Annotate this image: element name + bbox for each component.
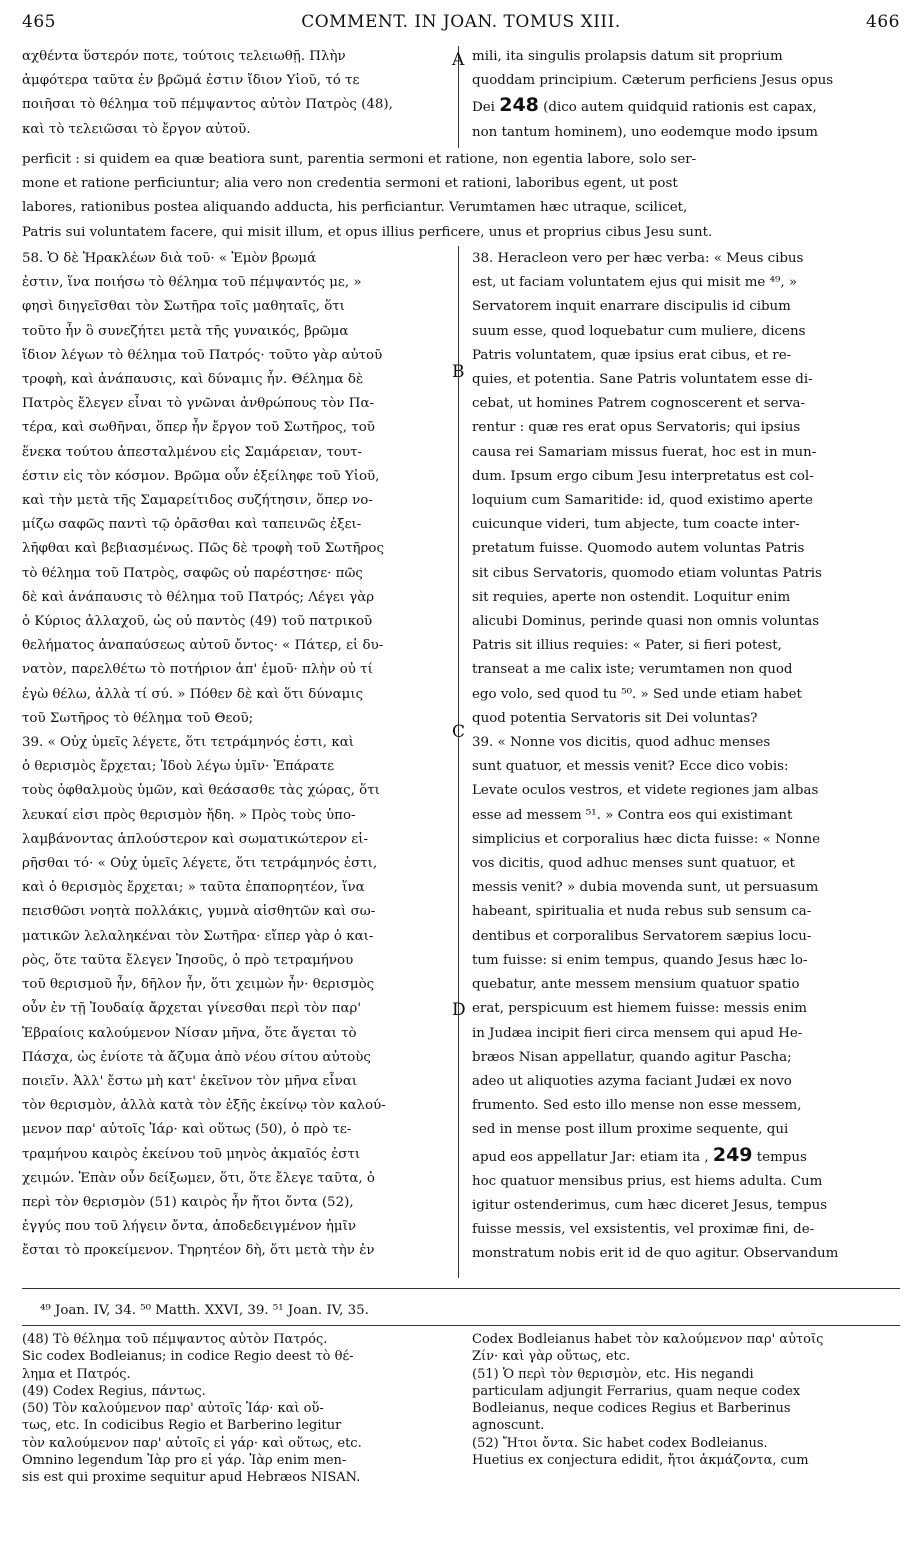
text-line: τοὺς ὀφθαλμοὺς ὑμῶν, καὶ θεάσασθε τὰς χώρας, ὅτι: [22, 783, 380, 799]
text-line: Ζίν· καὶ γὰρ οὕτως, etc.: [472, 1349, 631, 1365]
top-left-greek-block: [22, 45, 446, 142]
text-line: particulam adjungit Ferrarius, quam neque codex: [472, 1383, 801, 1399]
text-line: Omnino legendum Ἰὰρ pro εἰ γάρ. Ἰὰρ enim men-: [22, 1453, 347, 1469]
text-line: alicubi Dominus, perinde quasi non omnis voluntas: [472, 614, 820, 630]
text-line: μενον παρ' αὐτοῖς Ἰάρ· καὶ οὕτως (50), ὁ πρὸ τε-: [22, 1122, 352, 1138]
text-line: non tantum hominem), uno eodemque modo ipsum: [472, 124, 818, 140]
margin-letter-b: B: [452, 362, 465, 382]
text-line: est, ut faciam voluntatem ejus qui misit me ⁴⁹, »: [472, 275, 798, 291]
text-line: [472, 93, 900, 120]
text-line: ἀμφότερα ταῦτα ἐν βρῶμά ἐστιν ἴδιον Υἱοῦ, τό τε: [22, 73, 360, 89]
text-fragment: (dico autem quidquid rationis est capax,: [543, 100, 817, 116]
text-line: ποιεῖν. Ἀλλ' ἔστω μὴ κατ' ἐκεῖνον τὸν μῆνα εἶναι: [22, 1073, 358, 1089]
text-line: δὲ καὶ ἀνάπαυσις τὸ θέλημα τοῦ Πατρός; Λέγει γὰρ: [22, 589, 375, 605]
column-number-248: 248: [499, 94, 539, 117]
running-title: COMMENT. IN JOAN. TOMUS XIII.: [301, 12, 621, 32]
text-line: ἔσται τὸ προκείμενον. Τηρητέον δὴ, ὅτι μετὰ τὴν ἐν: [22, 1243, 375, 1259]
text-line: πεισθῶσι νοητὰ πολλάκις, γυμνὰ αἰσθητῶν καὶ σω-: [22, 904, 376, 920]
margin-letter-a: A: [452, 50, 465, 70]
text-line: φησὶ διηγεῖσθαι τὸν Σωτῆρα τοῖς μαθηταῖς, ὅτι: [22, 299, 345, 315]
text-line: τὸ θέλημα τοῦ Πατρὸς, σαφῶς οὐ παρέστησε· πῶς: [22, 565, 363, 581]
text-line: Servatorem inquit enarrare discipulis id cibum: [472, 299, 791, 315]
text-line: αχθέντα ὕστερόν ποτε, τούτοις τελειωθῇ. Πλὴν: [22, 49, 346, 64]
column-divider-main: [458, 246, 459, 1278]
text-line: τροφὴ, καὶ ἀνάπαυσις, καὶ δύναμις ἦν. Θέλημα δὲ: [22, 372, 364, 388]
critical-notes-left: [22, 1331, 452, 1487]
text-line: quebatur, ante messem mensium quatuor spatio: [472, 977, 800, 993]
text-line: in Judæa incipit fieri circa mensem qui apud He-: [472, 1025, 803, 1041]
text-line: (51) Ὁ περὶ τὸν θερισμὸν, etc. His negandi: [472, 1366, 754, 1382]
text-line: λαμβάνοντας ἁπλούστερον καὶ σωματικώτερον εἰ-: [22, 831, 368, 847]
text-line: 38. Heracleon vero per hæc verba: « Meus cibus: [472, 251, 804, 266]
notes-separator: [22, 1325, 900, 1326]
text-line: τοῦ θερισμοῦ ἦν, δῆλον ἦν, ὅτι χειμὼν ἦν· θερισμὸς: [22, 977, 375, 993]
text-line: cuicunque videri, tum abjecte, tum coacte inter-: [472, 517, 800, 533]
text-line: rentur : quæ res erat opus Servatoris; qui ipsius: [472, 420, 801, 436]
text-line: Πατρὸς ἔλεγεν εἶναι τὸ γνῶναι ἀνθρώπους τὸν Πα-: [22, 396, 375, 412]
text-line: ἐγγύς που τοῦ λήγειν ὄντα, ἀποδεδειγμένον ἡμῖν: [22, 1219, 356, 1235]
text-line: quies, et potentia. Sane Patris voluntatem esse di-: [472, 372, 813, 388]
text-line: tum fuisse: si enim tempus, quando Jesus hæc lo-: [472, 952, 808, 968]
text-line: τὸν θερισμὸν, ἀλλὰ κατὰ τὸν ἑξῆς ἐκείνῳ τὸν καλού-: [22, 1098, 386, 1114]
left-greek-column: [22, 247, 446, 1264]
text-line: ἴδιον λέγων τὸ θέλημα τοῦ Πατρός· τοῦτο γὰρ αὐτοῦ: [22, 347, 383, 363]
text-line: simplicius et corporalius hæc dicta fuisse: « Nonne: [472, 831, 821, 847]
text-line: ματικῶν λελαληκέναι τὸν Σωτῆρα· εἴπερ γὰρ ὁ και-: [22, 928, 374, 944]
footnote-separator: [22, 1288, 900, 1289]
text-line: labores, rationibus postea aliquando adducta, his perficiantur. Verumtamen hæc utraque, scilicet,: [22, 200, 688, 216]
text-line: ποιῆσαι τὸ θέλημα τοῦ πέμψαντος αὐτὸν Πατρὸς (48),: [22, 97, 393, 113]
margin-letter-d: D: [452, 1000, 466, 1020]
text-line: adeo ut aliquoties azyma faciant Judæi ex novo: [472, 1073, 792, 1089]
text-line: ρὸς, ὅτε ταῦτα ἔλεγεν Ἰησοῦς, ὁ πρὸ τετραμήνου: [22, 952, 354, 968]
text-line: Codex Bodleianus habet τὸν καλούμενον παρ' αὐτοῖς: [472, 1332, 824, 1347]
text-line: loquium cum Samaritide: id, quod existimo aperte: [472, 493, 813, 509]
text-line: Patris voluntatem, quæ ipsius erat cibus, et re-: [472, 347, 792, 363]
text-line: causa rei Samariam missus fuerat, hoc est in mun-: [472, 444, 817, 460]
text-line: Huetius ex conjectura edidit, ἤτοι ἀκμάζοντα, cum: [472, 1453, 809, 1469]
text-line: μίζω σαφῶς παντὶ τῷ ὁρᾶσθαι καὶ ταπεινῶς ἐξει-: [22, 517, 362, 533]
text-line: καὶ τὴν μετὰ τῆς Σαμαρείτιδος συζήτησιν, ὅπερ νο-: [22, 493, 373, 509]
text-line: messis venit? » dubia movenda sunt, ut persuasum: [472, 880, 819, 896]
text-line: sed in mense post illum proxime sequente, qui: [472, 1122, 789, 1138]
text-line: quoddam principium. Cæterum perficiens Jesus opus: [472, 73, 834, 89]
text-line: τως, etc. In codicibus Regio et Barberino legitur: [22, 1418, 342, 1434]
scripture-footnotes: ⁴⁹ Joan. IV, 34. ⁵⁰ Matth. XXVI, 39. ⁵¹ Joan. IV, 35.: [40, 1303, 369, 1318]
text-line: λημα et Πατρός.: [22, 1366, 131, 1382]
text-line: hoc quatuor mensibus prius, est hiems adulta. Cum: [472, 1173, 823, 1189]
right-latin-column: [472, 247, 900, 1267]
text-line: λῆφθαι καὶ βεβιασμένως. Πῶς δὲ τροφὴ τοῦ Σωτῆρος: [22, 541, 384, 557]
text-line: sit requies, aperte non ostendit. Loquitur enim: [472, 589, 791, 605]
text-line: Patris sui voluntatem facere, qui misit illum, et opus illius perficere, unus et proprius cibus Jesu sunt.: [22, 224, 713, 240]
text-line: χειμών. Ἐπὰν οὖν δείξωμεν, ὅτι, ὅτε ἔλεγε ταῦτα, ὁ: [22, 1170, 375, 1186]
page-number-right: 466: [866, 12, 900, 32]
text-line: περὶ τὸν θερισμὸν (51) καιρὸς ἦν ἤτοι ὄντα (52),: [22, 1194, 354, 1210]
text-line: καὶ τὸ τελειῶσαι τὸ ἔργον αὐτοῦ.: [22, 121, 251, 137]
text-line: ρῆσθαι τό· « Οὐχ ὑμεῖς λέγετε, ὅτι τετράμηνός ἐστι,: [22, 856, 378, 872]
top-right-latin-block: [472, 45, 900, 145]
text-line: Ἑβραίοις καλούμενον Νίσαν μῆνα, ὅτε ἄγεται τὸ: [22, 1025, 357, 1041]
text-line: ἕνεκα τούτου ἀπεσταλμένου εἰς Σαμάρειαν, τουτ-: [22, 444, 363, 460]
text-line: τέρα, καὶ σωθῆναι, ὅπερ ἦν ἔργον τοῦ Σωτῆρος, τοῦ: [22, 420, 375, 436]
text-line: sunt quatuor, et messis venit? Ecce dico vobis:: [472, 759, 789, 775]
text-line: dentibus et corporalibus Servatorem sæpius locu-: [472, 928, 812, 944]
text-line: θελήματος ἀναπαύσεως αὐτοῦ ὄντος· « Πάτερ, εἰ δυ-: [22, 638, 384, 654]
text-line: Levate oculos vestros, et videte regiones jam albas: [472, 783, 819, 799]
critical-notes-right: [472, 1331, 900, 1469]
text-line: 39. « Οὐχ ὑμεῖς λέγετε, ὅτι τετράμηνός ἐστι, καὶ: [22, 735, 354, 751]
text-line: ego volo, sed quod tu ⁵⁰. » Sed unde etiam habet: [472, 686, 802, 702]
text-line: igitur ostenderimus, cum hæc diceret Jesus, tempus: [472, 1197, 828, 1213]
text-line: (49) Codex Regius, πάντως.: [22, 1383, 206, 1399]
text-line: vos dicitis, quod adhuc menses sunt quatuor, et: [472, 856, 796, 872]
text-line: έστιν εἰς τὸν κόσμον. Βρῶμα οὖν ἐξείληφε τοῦ Υἱοῦ,: [22, 468, 380, 484]
text-line: dum. Ipsum ergo cibum Jesu interpretatus est col-: [472, 468, 814, 484]
text-line: habeant, spiritualia et nuda rebus sub sensum ca-: [472, 904, 812, 920]
text-line: (52) Ἤτοι ὄντα. Sic habet codex Bodleianus.: [472, 1435, 768, 1451]
text-line: 58. Ὁ δὲ Ἡρακλέων διὰ τοῦ· « Ἐμὸν βρωμά: [22, 251, 317, 266]
column-number-249: 249: [712, 1143, 753, 1166]
text-line: ὁ θερισμὸς ἔρχεται; Ἰδοὺ λέγω ὑμῖν· Ἐπάρατε: [22, 759, 335, 775]
text-line: τοῦ Σωτῆρος τὸ θέλημα τοῦ Θεοῦ;: [22, 710, 254, 726]
text-line: agnoscunt.: [472, 1418, 545, 1434]
full-width-latin-block: [22, 148, 900, 245]
text-line: ἐγὼ θέλω, ἀλλὰ τί σύ. » Πόθεν δὲ καὶ ὅτι δύναμις: [22, 686, 364, 702]
text-fragment: apud eos appellatur Jar: etiam ita ,: [472, 1149, 709, 1165]
text-line: 39. « Nonne vos dicitis, quod adhuc menses: [472, 735, 771, 751]
text-line: ἐστιν, ἵνα ποιήσω τὸ θέλημα τοῦ πέμψαντός με, »: [22, 275, 362, 291]
text-line: quod potentia Servatoris sit Dei voluntas?: [472, 710, 758, 726]
text-line: [472, 1143, 900, 1170]
text-line: (48) Τὸ θέλημα τοῦ πέμψαντος αὐτὸν Πατρός.: [22, 1332, 328, 1347]
text-line: Bodleianus, neque codices Regius et Barberinus: [472, 1401, 791, 1417]
text-line: τραμήνου καιρὸς ἐκείνου τοῦ μηνὸς ἀκμαῖός ἐστι: [22, 1146, 361, 1162]
text-fragment: Dei: [472, 100, 495, 116]
text-line: ὁ Κύριος ἀλλαχοῦ, ὡς οὐ παντὸς (49) τοῦ πατρικοῦ: [22, 614, 373, 630]
running-header: [22, 12, 900, 36]
text-line: pretatum fuisse. Quomodo autem voluntas Patris: [472, 541, 805, 557]
text-line: οὖν ἐν τῇ Ἰουδαίᾳ ἄρχεται γίνεσθαι περὶ τὸν παρ': [22, 1001, 362, 1017]
text-line: esse ad messem ⁵¹. » Contra eos qui existimant: [472, 807, 793, 823]
text-line: λευκαί εἰσι πρὸς θερισμὸν ἤδη. » Πρὸς τοὺς ὑπο-: [22, 807, 356, 823]
text-line: fuisse messis, vel exsistentis, vel proximæ fini, de-: [472, 1222, 815, 1238]
text-line: bræos Nisan appellatur, quando agitur Pascha;: [472, 1049, 792, 1065]
text-fragment: tempus: [756, 1149, 807, 1165]
text-line: Patris sit illius requies: « Pater, si fieri potest,: [472, 638, 782, 654]
text-line: Sic codex Bodleianus; in codice Regio deest τὸ θέ-: [22, 1349, 354, 1365]
text-line: τὸν καλούμενον παρ' αὐτοῖς εἰ γάρ· καὶ οὕτως, etc.: [22, 1435, 362, 1451]
text-line: erat, perspicuum est hiemem fuisse: messis enim: [472, 1001, 807, 1017]
page-number-left: 465: [22, 12, 56, 32]
text-line: mone et ratione perficiuntur; alia vero non credentia sermoni et rationi, laboribus egent, ut post: [22, 176, 678, 192]
text-line: (50) Τὸν καλούμενον παρ' αὐτοῖς Ἰάρ· καὶ οὕ-: [22, 1401, 324, 1417]
text-line: suum esse, quod loquebatur cum muliere, dicens: [472, 323, 806, 339]
text-line: cebat, ut homines Patrem cognoscerent et serva-: [472, 396, 806, 412]
text-line: transeat a me calix iste; verumtamen non quod: [472, 662, 793, 678]
text-line: mili, ita singulis prolapsis datum sit proprium: [472, 49, 783, 64]
text-line: sis est qui proxime sequitur apud Hebræos NISAN.: [22, 1470, 361, 1486]
text-line: καὶ ὁ θερισμὸς ἔρχεται; » ταῦτα ἐπαπορητέον, ἵνα: [22, 880, 365, 896]
margin-letter-c: C: [452, 722, 466, 742]
text-line: monstratum nobis erit id de quo agitur. Observandum: [472, 1246, 839, 1262]
text-line: frumento. Sed esto illo mense non esse messem,: [472, 1098, 802, 1114]
text-line: τοῦτο ἦν ὃ συνεζήτει μετὰ τῆς γυναικός, βρῶμα: [22, 323, 349, 339]
text-line: perficit : si quidem ea quæ beatiora sunt, parentia sermoni et ratione, non egentia labore, solo ser-: [22, 152, 697, 167]
text-line: Πάσχα, ὡς ἐνίοτε τὰ ἄζυμα ἀπὸ νέου σίτου αὐτοὺς: [22, 1049, 371, 1065]
text-line: νατὸν, παρελθέτω τὸ ποτήριον ἀπ' ἐμοῦ· πλὴν οὐ τί: [22, 662, 373, 678]
text-line: sit cibus Servatoris, quomodo etiam voluntas Patris: [472, 565, 822, 581]
